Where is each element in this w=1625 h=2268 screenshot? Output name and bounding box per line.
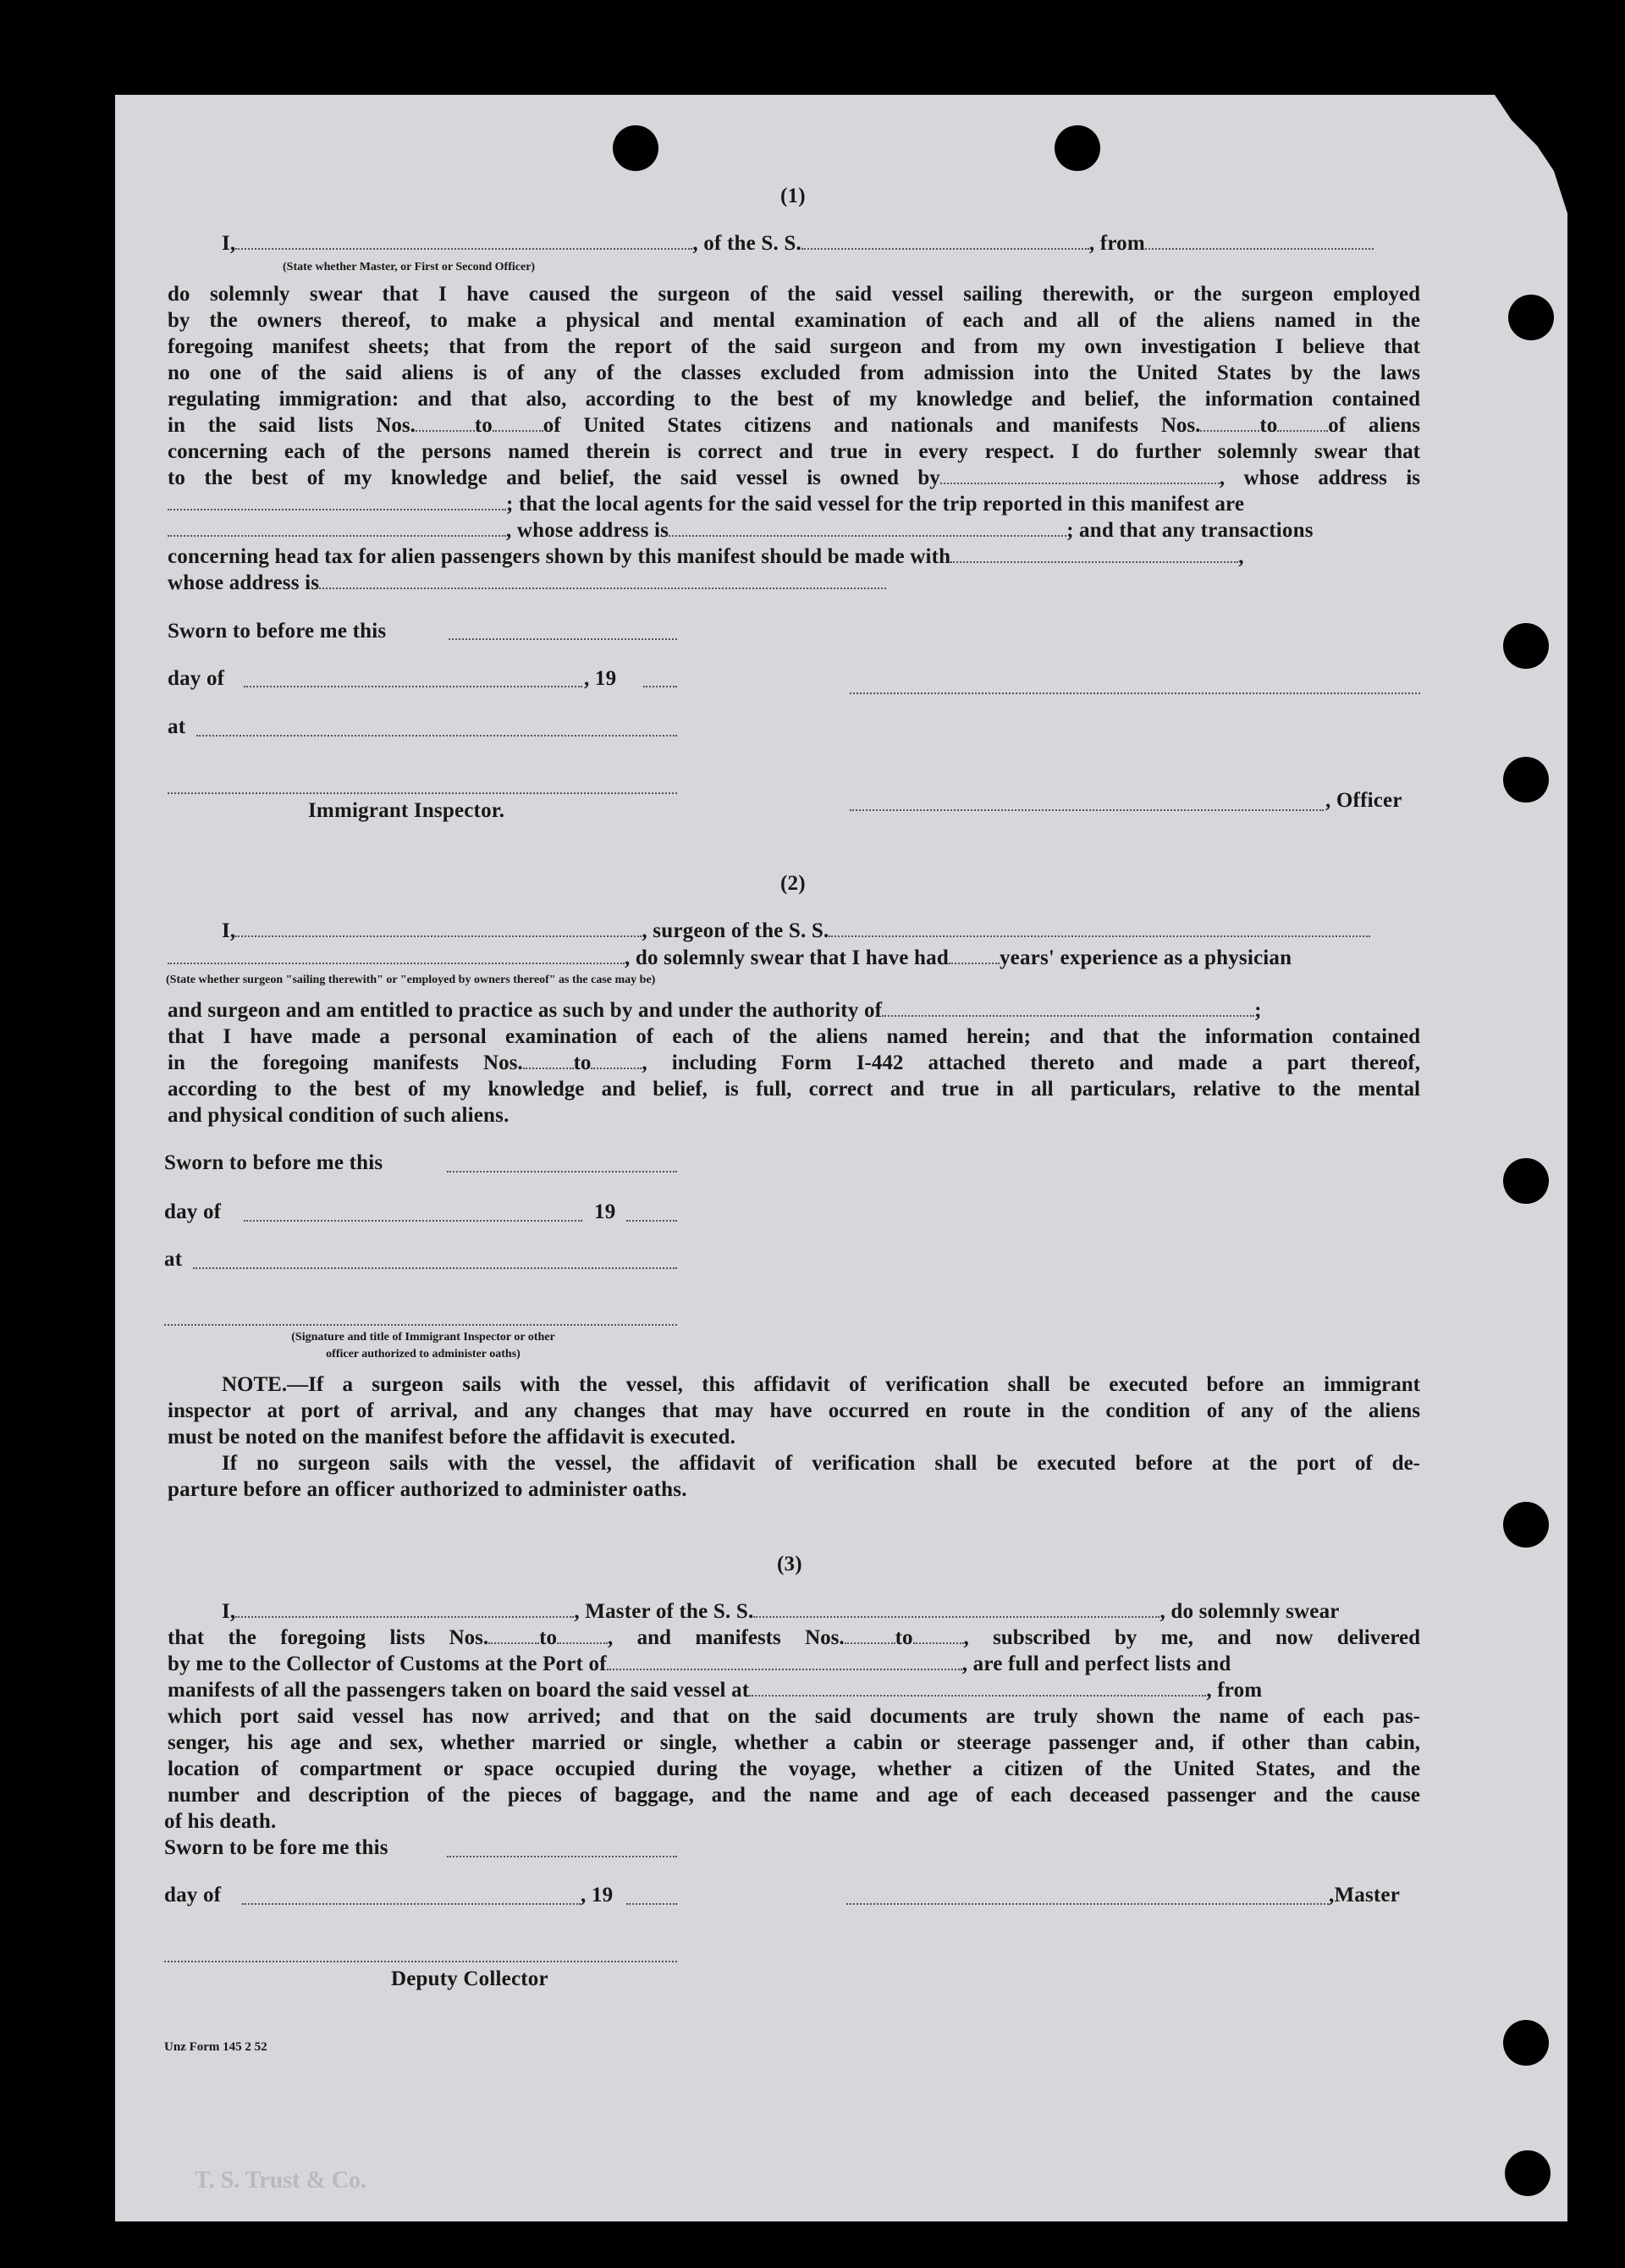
sworn-field[interactable] — [447, 1856, 677, 1857]
manifest-from-field[interactable] — [845, 1627, 895, 1644]
master-name-field[interactable] — [235, 1601, 574, 1618]
day-field[interactable] — [242, 1903, 581, 1905]
punch-hole — [1505, 2150, 1551, 2196]
headtax-field[interactable] — [950, 546, 1238, 563]
year-field[interactable] — [643, 686, 677, 687]
punch-hole — [1508, 295, 1554, 340]
label: , including Form I-442 attached thereto and made a part thereof, — [642, 1051, 1420, 1074]
year-label: 19 — [594, 1200, 616, 1223]
paragraph-line: do solemnly swear that I have caused the surgeon of the said vessel sailing therewith, or the surgeon employed — [168, 283, 1420, 306]
label: , subscribed by me, and now delivered — [963, 1626, 1420, 1649]
paragraph-line: of his death. — [164, 1810, 277, 1833]
deputy-signature-field[interactable] — [164, 1961, 677, 1962]
inspector-label: Immigrant Inspector. — [308, 799, 505, 822]
manifest-to-field[interactable] — [591, 1052, 642, 1069]
label: , surgeon of the S. S. — [642, 919, 829, 942]
day-of-label: day of — [164, 1200, 222, 1223]
list-to-field[interactable] — [557, 1627, 608, 1644]
paragraph-line: which port said vessel has now arrived; and that on the said documents are truly shown the name of each pas- — [168, 1705, 1420, 1728]
master-signature-field[interactable] — [846, 1903, 1329, 1905]
label: , do solemnly swear — [1160, 1600, 1340, 1623]
label: years' experience as a physician — [999, 946, 1292, 969]
punch-hole — [1055, 125, 1100, 171]
label: to — [539, 1626, 557, 1649]
master-label: ,Master — [1329, 1884, 1400, 1907]
label: I, — [222, 232, 236, 255]
label: ; that the local agents for the said vessel for the trip reported in this manifest are — [506, 493, 1245, 516]
label: to the best of my knowledge and belief, the said vessel is owned by — [168, 466, 940, 489]
section-number: (1) — [780, 185, 806, 207]
officer-label: , Officer — [1325, 789, 1402, 812]
list-from-field[interactable] — [416, 415, 475, 432]
label: to — [474, 414, 493, 437]
oath-line — [222, 919, 1370, 943]
list-to-field[interactable] — [493, 415, 543, 432]
sworn-label: Sworn to before me this — [164, 1151, 383, 1174]
note-line: inspector at port of arrival, and any changes that may have occurred en route in the condition of any of the aliens — [168, 1399, 1420, 1422]
years-field[interactable] — [949, 947, 1000, 964]
paragraph-line: and physical condition of such aliens. — [168, 1104, 510, 1127]
paragraph-line: regulating immigration: and that also, according to the best of my knowledge and belief, the information contained — [168, 388, 1420, 411]
label: I, — [222, 919, 236, 942]
surgeon-name-field[interactable] — [235, 920, 642, 937]
label: , Master of the S. S. — [574, 1600, 754, 1623]
label: ; — [1254, 999, 1262, 1022]
boarding-port-field[interactable] — [749, 1680, 1206, 1697]
experience-line — [168, 946, 1292, 970]
from-port-field[interactable] — [1145, 233, 1374, 250]
port-line — [168, 1653, 1231, 1676]
paragraph-line: number and description of the pieces of baggage, and the name and age of each deceased passenger and the cause — [168, 1784, 1420, 1807]
oath-line — [222, 1600, 1340, 1624]
year-field[interactable] — [626, 1903, 677, 1905]
label: by me to the Collector of Customs at the Port of — [168, 1653, 607, 1675]
vessel-field[interactable] — [801, 233, 1089, 250]
headtax-line — [168, 545, 1244, 569]
note-line: must be noted on the manifest before the affidavit is executed. — [168, 1426, 736, 1449]
label: , and manifests Nos. — [607, 1626, 845, 1649]
label: , from — [1088, 232, 1145, 255]
signature-caption: officer authorized to administer oaths) — [326, 1348, 521, 1360]
vessel-field[interactable] — [753, 1601, 1160, 1618]
punch-hole — [1503, 2020, 1549, 2066]
owner-line — [168, 466, 1420, 490]
at-field[interactable] — [193, 1267, 677, 1269]
label: of aliens — [1328, 414, 1420, 437]
paragraph-line: according to the best of my knowledge and belief, is full, correct and true in all particulars, relative to the mental — [168, 1078, 1420, 1101]
note-text: If no surgeon sails with the vessel, the affidavit of verification shall be executed before at the port of de- — [222, 1452, 1420, 1475]
field-caption: (State whether Master, or First or Second Officer) — [283, 261, 536, 273]
punch-hole — [1503, 757, 1549, 803]
label: , do solemnly swear that I have had — [625, 946, 949, 969]
punch-hole — [1503, 1158, 1549, 1204]
label: to — [573, 1051, 592, 1074]
port-field[interactable] — [607, 1653, 962, 1670]
at-label: at — [168, 715, 186, 738]
manifest-from-field[interactable] — [1200, 415, 1259, 432]
authority-line — [168, 999, 1262, 1023]
lists-line — [168, 414, 1420, 438]
note-line: parture before an officer authorized to administer oaths. — [168, 1478, 687, 1501]
note-line — [222, 1452, 1420, 1476]
paragraph-line: by the owners thereof, to make a physical and mental examination of each and all of the aliens named in the — [168, 309, 1420, 332]
paragraph-line: that I have made a personal examination of each of the aliens named herein; and that the information contained — [168, 1025, 1420, 1048]
note-text: NOTE.—If a surgeon sails with the vessel, this affidavit of verification shall be executed before an immigrant — [222, 1373, 1420, 1396]
label: that the foregoing lists Nos. — [168, 1626, 489, 1649]
manifest-to-field[interactable] — [913, 1627, 964, 1644]
year-label: , 19 — [584, 667, 617, 690]
inspector-signature-field[interactable] — [164, 1324, 677, 1326]
label: of United States citizens and nationals and manifests Nos. — [543, 414, 1201, 437]
label: , of the S. S. — [692, 232, 801, 255]
label: to — [1259, 414, 1278, 437]
label: , are full and perfect lists and — [961, 1653, 1231, 1675]
agents-address-field[interactable] — [669, 520, 1066, 537]
lists-line — [168, 1626, 1420, 1650]
punch-hole — [1503, 623, 1549, 669]
paragraph-line: location of compartment or space occupied during the voyage, whether a citizen of the United States, and the — [168, 1758, 1420, 1780]
paragraph-line: no one of the said aliens is of any of the classes excluded from admission into the United States by the laws — [168, 361, 1420, 384]
deputy-label: Deputy Collector — [391, 1967, 548, 1990]
label: and surgeon and am entitled to practice as such by and under the authority of — [168, 999, 883, 1022]
section-number: (3) — [777, 1553, 802, 1575]
vessel-field[interactable] — [829, 920, 1370, 937]
faint-marks: T. S. Trust & Co. — [195, 2167, 367, 2194]
section-number: (2) — [780, 872, 806, 895]
officer-field[interactable] — [235, 233, 692, 250]
manifest-from-field[interactable] — [523, 1052, 574, 1069]
at-field[interactable] — [196, 735, 677, 737]
label: , — [1238, 545, 1244, 568]
label: in the said lists Nos. — [168, 414, 416, 437]
agents-line — [168, 493, 1420, 516]
agents-address-line — [168, 519, 1314, 543]
sworn-label: Sworn to before me this — [168, 620, 387, 643]
day-field[interactable] — [244, 1220, 582, 1222]
signature-caption: (Signature and title of Immigrant Inspector or other — [291, 1331, 555, 1344]
year-label: , 19 — [581, 1884, 614, 1907]
boarding-line — [168, 1679, 1262, 1702]
field-caption: (State whether surgeon "sailing therewith" or "employed by owners thereof" as the case may be) — [166, 974, 656, 986]
headtax-address-line — [168, 571, 886, 595]
headtax-address-field[interactable] — [319, 572, 886, 589]
label: manifests of all the passengers taken on board the said vessel at — [168, 1679, 750, 1702]
label: , whose address is — [506, 519, 669, 542]
day-of-label: day of — [168, 667, 225, 690]
day-of-label: day of — [164, 1884, 222, 1907]
label: I, — [222, 1600, 236, 1623]
authority-field[interactable] — [882, 1000, 1254, 1017]
agents-field[interactable] — [168, 520, 506, 537]
owner-address-field[interactable] — [168, 494, 506, 510]
punch-hole — [613, 125, 658, 171]
officer-name-field[interactable] — [850, 809, 1324, 811]
paragraph-line: concerning each of the persons named therein is correct and true in every respect. I do further solemnly swear that — [168, 440, 1420, 463]
manifests-line — [168, 1051, 1420, 1075]
paragraph-line: senger, his age and sex, whether married or single, whether a cabin or steerage passenger and, if other than cabin, — [168, 1731, 1420, 1754]
paragraph-line: foregoing manifest sheets; that from the report of the said surgeon and from my own investigation I believe that — [168, 335, 1420, 358]
label: to — [895, 1626, 913, 1649]
label: whose address is — [168, 571, 320, 594]
surgeon-type-field[interactable] — [168, 947, 625, 964]
label: , whose address is — [1219, 466, 1421, 489]
label: , from — [1206, 1679, 1263, 1702]
day-field[interactable] — [244, 686, 582, 687]
officer-signature-field[interactable] — [850, 693, 1420, 694]
label: concerning head tax for alien passengers shown by this manifest should be made with — [168, 545, 951, 568]
manifest-to-field[interactable] — [1277, 415, 1328, 432]
form-number: Unz Form 145 2 52 — [164, 2040, 267, 2054]
at-label: at — [164, 1248, 183, 1271]
punch-hole — [1503, 1502, 1549, 1548]
list-from-field[interactable] — [488, 1627, 539, 1644]
label: ; and that any transactions — [1066, 519, 1314, 542]
year-field[interactable] — [626, 1220, 677, 1222]
sworn-label: Sworn to be fore me this — [164, 1836, 388, 1859]
label: in the foregoing manifests Nos. — [168, 1051, 523, 1074]
owner-field[interactable] — [940, 467, 1220, 484]
inspector-signature-field[interactable] — [168, 792, 677, 794]
sworn-field[interactable] — [447, 1171, 677, 1173]
oath-line — [222, 232, 1374, 256]
note-line — [222, 1373, 1420, 1397]
sworn-field[interactable] — [449, 638, 677, 640]
